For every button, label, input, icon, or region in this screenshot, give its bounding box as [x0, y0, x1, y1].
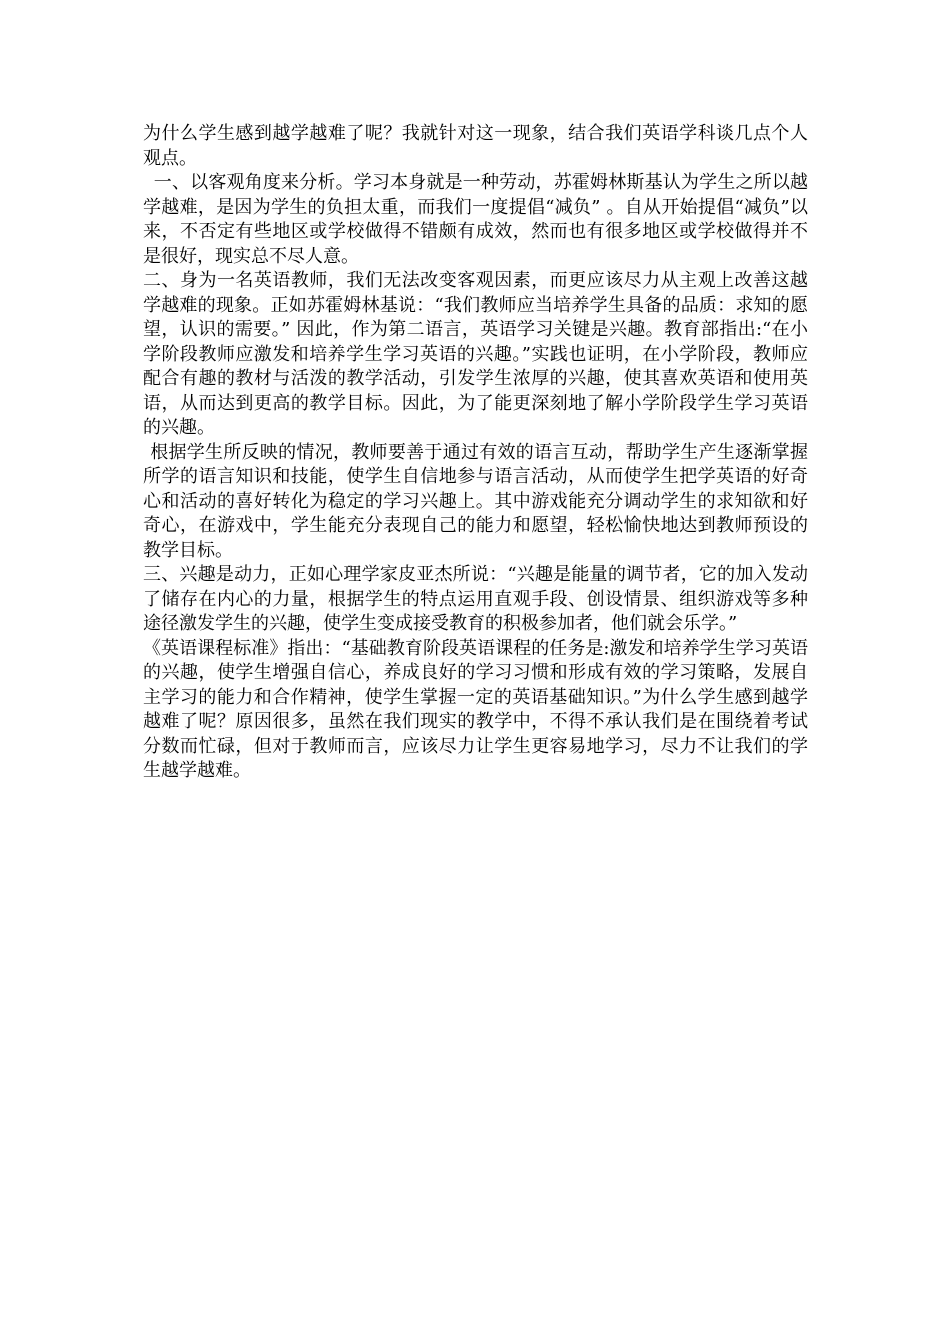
- paragraph-interest-motivation: 三、兴趣是动力，正如心理学家皮亚杰所说：“兴趣是能量的调节者，它的加入发动了储存在内心的力量，根据学生的特点运用直观手段、创设情景、组织游戏等多种途径激发学生的兴趣，使学生变成接受教育的积极参加者，他们就会乐学。”: [143, 564, 808, 634]
- paragraph-objective-analysis: 一、以客观角度来分析。学习本身就是一种劳动，苏霍姆林斯基认为学生之所以越学越难，是因为学生的负担太重，而我们一度提倡“减负” 。自从开始提倡“减负”以来，不否定有些地区或学校做得不错颇有成效，然而也有很多地区或学校做得并不是很好，现实总不尽人意。: [143, 172, 808, 267]
- document-page: [143, 122, 808, 784]
- paragraph-intro: 为什么学生感到越学越难了呢？我就针对这一现象，结合我们英语学科谈几点个人观点。: [143, 123, 808, 169]
- paragraph-teacher-role: 二、身为一名英语教师，我们无法改变客观因素，而更应该尽力从主观上改善这越学越难的现象。正如苏霍姆林基说：“我们教师应当培养学生具备的品质：求知的愿望，认识的需要。” 因此，作为第二语言，英语学习关键是兴趣。教育部指出:“在小学阶段教师应激发和培养学生学习英语的兴趣。”实践也证明，在小学阶段，教师应配合有趣的教材与活泼的教学活动，引发学生浓厚的兴趣，使其喜欢英语和使用英语，从而达到更高的教学目标。因此，为了能更深刻地了解小学阶段学生学习英语的兴趣。: [143, 270, 808, 438]
- paragraph-student-feedback: 根据学生所反映的情况，教师要善于通过有效的语言互动，帮助学生产生逐渐掌握所学的语言知识和技能，使学生自信地参与语言活动，从而使学生把学英语的好奇心和活动的喜好转化为稳定的学习兴趣上。其中游戏能充分调动学生的求知欲和好奇心，在游戏中，学生能充分表现自己的能力和愿望，轻松愉快地达到教师预设的教学目标。: [143, 441, 808, 561]
- paragraph-curriculum-standard: 《英语课程标准》指出：“基础教育阶段英语课程的任务是:激发和培养学生学习英语的兴趣，使学生增强自信心，养成良好的学习习惯和形成有效的学习策略，发展自主学习的能力和合作精神，使学生掌握一定的英语基础知识。”为什么学生感到越学越难了呢？原因很多，虽然在我们现实的教学中，不得不承认我们是在围绕着考试分数而忙碌，但对于教师而言，应该尽力让学生更容易地学习，尽力不让我们的学生越学越难。: [143, 637, 808, 781]
